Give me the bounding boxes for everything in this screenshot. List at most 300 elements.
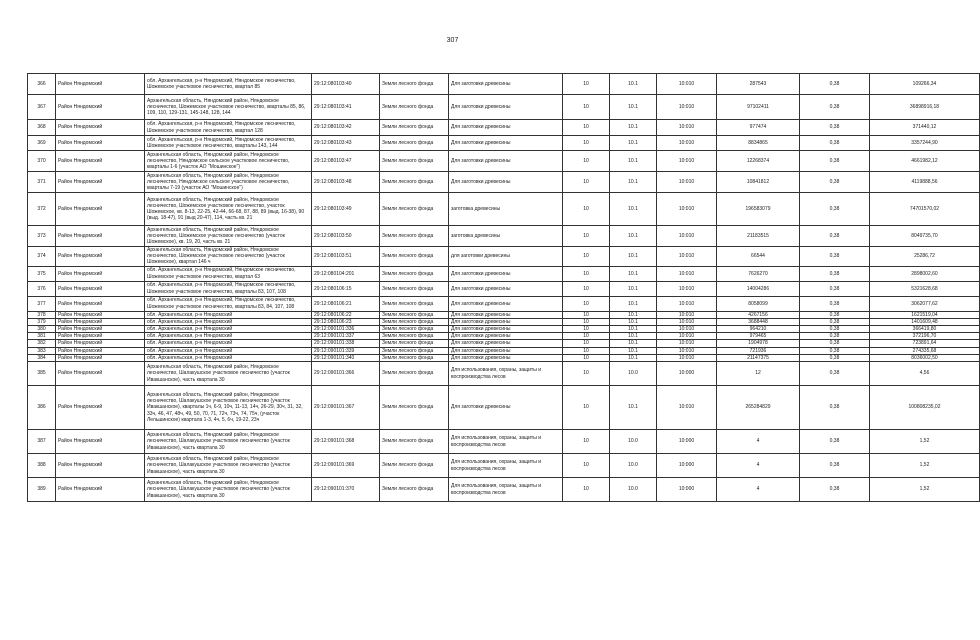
land-category-cell: Земли лесного фонда [380, 347, 449, 354]
row-number: 368 [28, 120, 56, 136]
area-cell: 12 [717, 362, 800, 386]
table-row [28, 454, 980, 478]
cadastral-number-cell: 29:12:090101:339 [312, 347, 380, 354]
rate-cell: 0,38 [800, 430, 870, 454]
location-cell: обл. Архангельская, р-н Няндомский [145, 333, 312, 340]
district-cell: Район Няндомский [56, 478, 145, 502]
code-b-cell: 10.1 [610, 193, 657, 226]
cadastral-number-cell: 29:12:080106:23 [312, 318, 380, 325]
rate-cell: 0,38 [800, 281, 870, 296]
cadastral-number-cell: 29:12:080106:15 [312, 281, 380, 296]
land-category-cell: Земли лесного фонда [380, 74, 449, 95]
location-cell: обл. Архангельская, р-н Няндомский [145, 347, 312, 354]
cadastral-value-cell: 1401609,48 [870, 318, 980, 325]
code-b-cell: 10.1 [610, 333, 657, 340]
permitted-use-cell: для заготовки древесины [449, 247, 563, 267]
cadastral-number-cell: 29:12:090101:366 [312, 362, 380, 386]
location-cell: Архангельская область, Няндомский район, Няндомское лесничество, Шожемское участковое лесничество, кварталы 85, 86, 109, 110, 129-131, 145-148, 128, 144 [145, 95, 312, 120]
cadastral-value-cell: 8036002,50 [870, 354, 980, 361]
row-number: 388 [28, 454, 56, 478]
land-category-cell: Земли лесного фонда [380, 95, 449, 120]
table-body [28, 74, 980, 502]
code-a-cell: 10 [563, 340, 610, 347]
land-category-cell: Земли лесного фонда [380, 151, 449, 172]
code-c-cell: 10:000 [657, 362, 717, 386]
code-a-cell: 10 [563, 120, 610, 136]
code-b-cell: 10.1 [610, 74, 657, 95]
rate-cell: 0,38 [800, 266, 870, 281]
table-row [28, 296, 980, 311]
table-row [28, 347, 980, 354]
rate-cell: 0,38 [800, 226, 870, 247]
cadastral-number-cell: 29:12:090101:336 [312, 326, 380, 333]
row-number: 385 [28, 362, 56, 386]
code-b-cell: 10.1 [610, 347, 657, 354]
location-cell: Архангельская область, Няндомский район, Няндомское лесничество, Шалакушское участковое лесничество (участок Ивакшанское), часть квартала 30 [145, 430, 312, 454]
row-number: 389 [28, 478, 56, 502]
code-b-cell: 10.1 [610, 95, 657, 120]
code-a-cell: 10 [563, 226, 610, 247]
area-cell: 977474 [717, 120, 800, 136]
code-a-cell: 10 [563, 326, 610, 333]
location-cell: Архангельская область, Няндомский район, Няндомское лесничество, Шалакушское участковое лесничество (участок Ивакшанское), кварталы 1ч, 6-9, 10ч, 11-13, 14ч, 26-29, 30ч, 31, 32, 33ч, 46, 47, 48ч, 49, 50, 70, 71, 72ч, 73ч, 74, 75ч, (участок Лельшинское) квартала 1-3, 4ч, 5, 6ч, 19-22, 23ч [145, 386, 312, 430]
code-a-cell: 10 [563, 318, 610, 325]
code-b-cell: 10.1 [610, 326, 657, 333]
cadastral-number-cell: 29:12:080103:51 [312, 247, 380, 267]
cadastral-number-cell: 29:12:090101:337 [312, 333, 380, 340]
rate-cell: 0,38 [800, 136, 870, 151]
cadastral-value-cell: 3062077,62 [870, 296, 980, 311]
cadastral-value-cell: 74701570,02 [870, 193, 980, 226]
code-a-cell: 10 [563, 136, 610, 151]
permitted-use-cell: Для заготовки древесины [449, 281, 563, 296]
land-category-cell: Земли лесного фонда [380, 454, 449, 478]
land-category-cell: Земли лесного фонда [380, 386, 449, 430]
table-row [28, 120, 980, 136]
table-row [28, 74, 980, 95]
rate-cell: 0,38 [800, 95, 870, 120]
code-b-cell: 10.1 [610, 136, 657, 151]
location-cell: обл. Архангельская, р-н Няндомский, Няндомское лесничество, Шожемское участковое лесничество, кварталы 83, 84, 107, 108 [145, 296, 312, 311]
land-category-cell: Земли лесного фонда [380, 362, 449, 386]
land-category-cell: Земли лесного фонда [380, 478, 449, 502]
area-cell: 4 [717, 430, 800, 454]
code-b-cell: 10.1 [610, 311, 657, 318]
land-category-cell: Земли лесного фонда [380, 226, 449, 247]
rate-cell: 0,38 [800, 333, 870, 340]
rate-cell: 0,38 [800, 311, 870, 318]
area-cell: 4267156 [717, 311, 800, 318]
code-c-cell: 10:010 [657, 247, 717, 267]
area-cell: 196583079 [717, 193, 800, 226]
code-a-cell: 10 [563, 193, 610, 226]
cadastral-number-cell: 29:12:090101:369 [312, 454, 380, 478]
cadastral-number-cell: 29:12:080103:49 [312, 193, 380, 226]
table-row [28, 326, 980, 333]
code-b-cell: 10.1 [610, 120, 657, 136]
district-cell: Район Няндомский [56, 354, 145, 361]
district-cell: Район Няндомский [56, 136, 145, 151]
code-a-cell: 10 [563, 172, 610, 193]
code-b-cell: 10.0 [610, 362, 657, 386]
permitted-use-cell: Для заготовки древесины [449, 386, 563, 430]
cadastral-value-cell: 3357244,90 [870, 136, 980, 151]
code-b-cell: 10.1 [610, 151, 657, 172]
row-number: 367 [28, 95, 56, 120]
cadastral-value-cell: 372196,70 [870, 333, 980, 340]
cadastral-number-cell: 29:12:080103:43 [312, 136, 380, 151]
district-cell: Район Няндомский [56, 120, 145, 136]
location-cell: Архангельская область, Няндомский район, Няндомское лесничество, Шожемское участковое лесничество (участок Шожемское), кв. 19, 20, часть кв. 21 [145, 226, 312, 247]
area-cell: 12268374 [717, 151, 800, 172]
cadastral-number-cell: 29:12:080103:40 [312, 74, 380, 95]
rate-cell: 0,38 [800, 296, 870, 311]
area-cell: 7626270 [717, 266, 800, 281]
row-number: 370 [28, 151, 56, 172]
location-cell: обл. Архангельская, р-н Няндомский [145, 354, 312, 361]
code-b-cell: 10.1 [610, 226, 657, 247]
permitted-use-cell: заготовка древесины [449, 193, 563, 226]
code-c-cell: 10:000 [657, 430, 717, 454]
district-cell: Район Няндомский [56, 311, 145, 318]
code-a-cell: 10 [563, 430, 610, 454]
permitted-use-cell: Для заготовки древесины [449, 172, 563, 193]
cadastral-value-cell: 723891,64 [870, 340, 980, 347]
code-c-cell: 10:010 [657, 120, 717, 136]
code-c-cell: 10:010 [657, 172, 717, 193]
row-number: 376 [28, 281, 56, 296]
land-category-cell: Земли лесного фонда [380, 247, 449, 267]
area-cell: 21147375 [717, 354, 800, 361]
cadastral-value-cell: 1,52 [870, 430, 980, 454]
code-a-cell: 10 [563, 247, 610, 267]
table-row [28, 172, 980, 193]
cadastral-number-cell: 29:12:080106:22 [312, 311, 380, 318]
land-category-cell: Земли лесного фонда [380, 266, 449, 281]
code-c-cell: 10:010 [657, 74, 717, 95]
code-b-cell: 10.1 [610, 247, 657, 267]
table-row [28, 478, 980, 502]
rate-cell: 0,38 [800, 172, 870, 193]
code-c-cell: 10:010 [657, 340, 717, 347]
code-c-cell: 10:010 [657, 326, 717, 333]
rate-cell: 0,38 [800, 386, 870, 430]
district-cell: Район Няндомский [56, 333, 145, 340]
table-row [28, 193, 980, 226]
page-number: 307 [446, 37, 459, 44]
row-number: 369 [28, 136, 56, 151]
cadastral-number-cell: 29:12:090101:367 [312, 386, 380, 430]
area-cell: 66544 [717, 247, 800, 267]
code-c-cell: 10:010 [657, 193, 717, 226]
permitted-use-cell: Для заготовки древесины [449, 347, 563, 354]
cadastral-value-cell: 4,56 [870, 362, 980, 386]
district-cell: Район Няндомский [56, 430, 145, 454]
land-category-cell: Земли лесного фонда [380, 136, 449, 151]
code-c-cell: 10:010 [657, 354, 717, 361]
table-row [28, 362, 980, 386]
district-cell: Район Няндомский [56, 362, 145, 386]
land-category-cell: Земли лесного фонда [380, 311, 449, 318]
row-number: 372 [28, 193, 56, 226]
cadastral-value-cell: 5321628,68 [870, 281, 980, 296]
land-category-cell: Земли лесного фонда [380, 354, 449, 361]
district-cell: Район Няндомский [56, 151, 145, 172]
cadastral-value-cell: 274335,68 [870, 347, 980, 354]
code-c-cell: 10:010 [657, 95, 717, 120]
table-row [28, 430, 980, 454]
cadastral-value-cell: 1,52 [870, 478, 980, 502]
cadastral-number-cell: 29:12:080103:42 [312, 120, 380, 136]
area-cell: 721936 [717, 347, 800, 354]
cadastral-value-cell: 109266,34 [870, 74, 980, 95]
location-cell: Архангельская область, Няндомский район, Няндомское лесничество, Шалакушское участковое лесничество (участок Ивакшанское), часть квартала 30 [145, 362, 312, 386]
row-number: 384 [28, 354, 56, 361]
table-row [28, 354, 980, 361]
permitted-use-cell: Для заготовки древесины [449, 120, 563, 136]
land-category-cell: Земли лесного фонда [380, 172, 449, 193]
code-a-cell: 10 [563, 333, 610, 340]
row-number: 366 [28, 74, 56, 95]
cadastral-value-cell: 8049735,70 [870, 226, 980, 247]
district-cell: Район Няндомский [56, 247, 145, 267]
permitted-use-cell: Для использования, охраны, защиты и воспроизводства лесов [449, 430, 563, 454]
location-cell: обл. Архангельская, р-н Няндомский [145, 318, 312, 325]
table-row [28, 95, 980, 120]
district-cell: Район Няндомский [56, 326, 145, 333]
district-cell: Район Няндомский [56, 193, 145, 226]
permitted-use-cell: Для использования, охраны, защиты и воспроизводства лесов [449, 362, 563, 386]
code-a-cell: 10 [563, 281, 610, 296]
area-cell: 8058099 [717, 296, 800, 311]
row-number: 386 [28, 386, 56, 430]
location-cell: Архангельская область, Няндомский район, Няндомское лесничество, Шожемское участковое лесничество (участок Шожемское), квартал 146 ч [145, 247, 312, 267]
code-a-cell: 10 [563, 386, 610, 430]
cadastral-value-cell: 371440,12 [870, 120, 980, 136]
table-row [28, 340, 980, 347]
rate-cell: 0,38 [800, 151, 870, 172]
code-b-cell: 10.1 [610, 386, 657, 430]
row-number: 387 [28, 430, 56, 454]
code-c-cell: 10:010 [657, 266, 717, 281]
district-cell: Район Няндомский [56, 226, 145, 247]
code-c-cell: 10:010 [657, 333, 717, 340]
table-row [28, 226, 980, 247]
code-b-cell: 10.1 [610, 296, 657, 311]
code-b-cell: 10.1 [610, 340, 657, 347]
area-cell: 964210 [717, 326, 800, 333]
cadastral-number-cell: 29:12:090101:338 [312, 340, 380, 347]
district-cell: Район Няндомский [56, 266, 145, 281]
code-a-cell: 10 [563, 296, 610, 311]
table-row [28, 318, 980, 325]
code-a-cell: 10 [563, 95, 610, 120]
permitted-use-cell: Для заготовки древесины [449, 266, 563, 281]
code-a-cell: 10 [563, 478, 610, 502]
rate-cell: 0,38 [800, 193, 870, 226]
cadastral-number-cell: 29:12:080104:201 [312, 266, 380, 281]
code-b-cell: 10.0 [610, 454, 657, 478]
cadastral-value-cell: 1621519,04 [870, 311, 980, 318]
code-a-cell: 10 [563, 311, 610, 318]
code-b-cell: 10.1 [610, 354, 657, 361]
district-cell: Район Няндомский [56, 172, 145, 193]
area-cell: 4 [717, 478, 800, 502]
location-cell: обл. Архангельская, р-н Няндомский, Няндомское лесничество, Шожемское участковое лесничество, кварталы 83, 107, 108 [145, 281, 312, 296]
code-a-cell: 10 [563, 354, 610, 361]
area-cell: 14004286 [717, 281, 800, 296]
location-cell: обл. Архангельская, р-н Няндомский [145, 326, 312, 333]
location-cell: обл. Архангельская, р-н Няндомский [145, 311, 312, 318]
permitted-use-cell: заготовка древесины [449, 226, 563, 247]
district-cell: Район Няндомский [56, 318, 145, 325]
row-number: 378 [28, 311, 56, 318]
code-a-cell: 10 [563, 74, 610, 95]
permitted-use-cell: Для заготовки древесины [449, 311, 563, 318]
row-number: 383 [28, 347, 56, 354]
area-cell: 265284829 [717, 386, 800, 430]
code-c-cell: 10:010 [657, 296, 717, 311]
cadastral-number-cell: 29:12:090101:370 [312, 478, 380, 502]
table-row [28, 266, 980, 281]
area-cell: 4 [717, 454, 800, 478]
code-c-cell: 10:010 [657, 136, 717, 151]
location-cell: обл. Архангельская, р-н Няндомский, Няндомское лесничество, Шожемское участковое лесничество, квартал 63 [145, 266, 312, 281]
code-b-cell: 10.1 [610, 318, 657, 325]
area-cell: 3688448 [717, 318, 800, 325]
code-b-cell: 10.0 [610, 430, 657, 454]
code-c-cell: 10:010 [657, 347, 717, 354]
land-category-cell: Земли лесного фонда [380, 326, 449, 333]
district-cell: Район Няндомский [56, 95, 145, 120]
land-category-cell: Земли лесного фонда [380, 120, 449, 136]
row-number: 371 [28, 172, 56, 193]
row-number: 374 [28, 247, 56, 267]
table-row [28, 136, 980, 151]
code-b-cell: 10.0 [610, 478, 657, 502]
cadastral-number-cell: 29:12:090101:368 [312, 430, 380, 454]
code-c-cell: 10:010 [657, 226, 717, 247]
cadastral-number-cell: 29:12:080103:50 [312, 226, 380, 247]
district-cell: Район Няндомский [56, 386, 145, 430]
district-cell: Район Няндомский [56, 296, 145, 311]
permitted-use-cell: Для заготовки древесины [449, 136, 563, 151]
permitted-use-cell: Для заготовки древесины [449, 318, 563, 325]
row-number: 382 [28, 340, 56, 347]
table-row [28, 247, 980, 267]
code-a-cell: 10 [563, 151, 610, 172]
location-cell: Архангельская область, Няндомский район, Няндомское лесничество, Шалакушское участковое лесничество (участок Ивакшанское), часть квартала 30 [145, 478, 312, 502]
land-category-cell: Земли лесного фонда [380, 318, 449, 325]
rate-cell: 0,38 [800, 74, 870, 95]
code-c-cell: 10:010 [657, 311, 717, 318]
cadastral-value-cell: 4119888,56 [870, 172, 980, 193]
code-b-cell: 10.1 [610, 266, 657, 281]
cadastral-value-cell: 36898916,18 [870, 95, 980, 120]
district-cell: Район Няндомский [56, 340, 145, 347]
cadastral-value-cell: 2898002,60 [870, 266, 980, 281]
permitted-use-cell: Для заготовки древесины [449, 333, 563, 340]
area-cell: 97102411 [717, 95, 800, 120]
location-cell: обл. Архангельская, р-н Няндомский [145, 340, 312, 347]
table-row [28, 311, 980, 318]
table-row [28, 333, 980, 340]
cadastral-number-cell: 29:12:080106:21 [312, 296, 380, 311]
rate-cell: 0,38 [800, 454, 870, 478]
cadastral-value-cell: 25286,72 [870, 247, 980, 267]
permitted-use-cell: Для использования, охраны, защиты и воспроизводства лесов [449, 478, 563, 502]
location-cell: обл. Архангельская, р-н Няндомский, Няндомское лесничество, Шожемское участковое лесничество, квартал 85 [145, 74, 312, 95]
district-cell: Район Няндомский [56, 74, 145, 95]
code-c-cell: 10:010 [657, 151, 717, 172]
district-cell: Район Няндомский [56, 281, 145, 296]
cadastral-number-cell: 29:12:080103:48 [312, 172, 380, 193]
cadastral-number-cell: 29:12:080103:47 [312, 151, 380, 172]
row-number: 377 [28, 296, 56, 311]
permitted-use-cell: Для заготовки древесины [449, 151, 563, 172]
location-cell: обл. Архангельская, р-н Няндомский, Няндомское лесничество, Шожемское участковое лесничество, кварталы 143, 144 [145, 136, 312, 151]
location-cell: Архангельская область, Няндомский район, Няндомское лесничество, Няндомское сельское участковое лесничество, кварталы 1-6 (участок АО "Мошинское") [145, 151, 312, 172]
location-cell: обл. Архангельская, р-н Няндомский, Няндомское лесничество, Шожемское участковое лесничество, квартал 128 [145, 120, 312, 136]
permitted-use-cell: Для заготовки древесины [449, 340, 563, 347]
code-a-cell: 10 [563, 362, 610, 386]
rate-cell: 0,38 [800, 340, 870, 347]
location-cell: Архангельская область, Няндомский район, Няндомское лесничество, Шожемское участковое лесничество, участок Шожемское, кв. 8-13, 22-25, 42-44, 66-68, 87, 88, 89 (выд. 16-38), 90 (выд. 18-47), 91 (выд 20-47), 114, часть кв. 21 [145, 193, 312, 226]
rate-cell: 0,38 [800, 347, 870, 354]
area-cell: 287543 [717, 74, 800, 95]
land-category-cell: Земли лесного фонда [380, 340, 449, 347]
land-category-cell: Земли лесного фонда [380, 193, 449, 226]
row-number: 373 [28, 226, 56, 247]
area-cell: 979465 [717, 333, 800, 340]
code-b-cell: 10.1 [610, 281, 657, 296]
code-a-cell: 10 [563, 266, 610, 281]
land-category-cell: Земли лесного фонда [380, 333, 449, 340]
table-row [28, 386, 980, 430]
row-number: 375 [28, 266, 56, 281]
code-a-cell: 10 [563, 347, 610, 354]
land-category-cell: Земли лесного фонда [380, 296, 449, 311]
cadastral-number-cell: 29:12:080103:41 [312, 95, 380, 120]
rate-cell: 0,38 [800, 354, 870, 361]
row-number: 379 [28, 318, 56, 325]
code-c-cell: 10:010 [657, 281, 717, 296]
rate-cell: 0,38 [800, 478, 870, 502]
location-cell: Архангельская область, Няндомский район, Няндомское лесничество, Шалакушское участковое лесничество (участок Ивакшанское), часть квартала 30 [145, 454, 312, 478]
rate-cell: 0,38 [800, 247, 870, 267]
district-cell: Район Няндомский [56, 454, 145, 478]
cadastral-table [27, 73, 980, 502]
cadastral-number-cell: 29:12:090101:340 [312, 354, 380, 361]
cadastral-value-cell: 366419,80 [870, 326, 980, 333]
row-number: 380 [28, 326, 56, 333]
permitted-use-cell: Для заготовки древесины [449, 326, 563, 333]
row-number: 381 [28, 333, 56, 340]
cadastral-value-cell: 1,52 [870, 454, 980, 478]
rate-cell: 0,38 [800, 326, 870, 333]
land-category-cell: Земли лесного фонда [380, 430, 449, 454]
district-cell: Район Няндомский [56, 347, 145, 354]
rate-cell: 0,38 [800, 362, 870, 386]
permitted-use-cell: Для использования, охраны, защиты и воспроизводства лесов [449, 454, 563, 478]
land-category-cell: Земли лесного фонда [380, 281, 449, 296]
code-c-cell: 10:000 [657, 478, 717, 502]
code-a-cell: 10 [563, 454, 610, 478]
table-row [28, 151, 980, 172]
area-cell: 1904978 [717, 340, 800, 347]
code-c-cell: 10:010 [657, 386, 717, 430]
code-c-cell: 10:000 [657, 454, 717, 478]
